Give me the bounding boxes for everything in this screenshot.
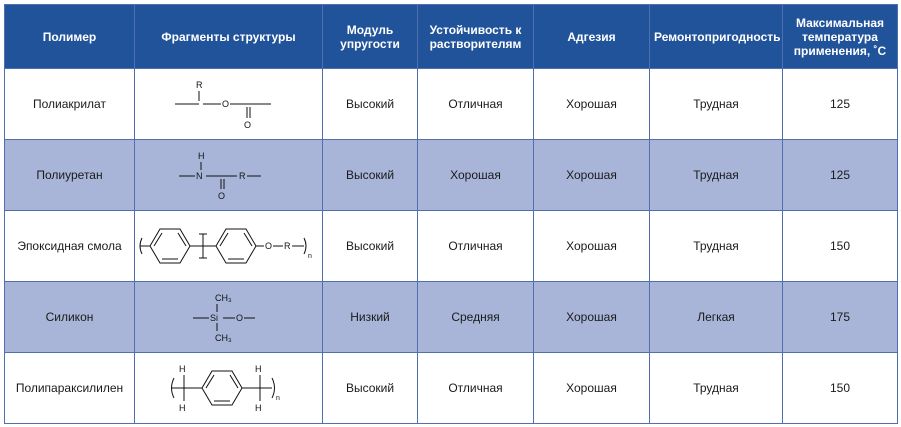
atom-o: O [235, 313, 243, 323]
epoxy-structure-icon [136, 216, 322, 276]
atom-n: N [195, 171, 202, 181]
cell-max-temperature: 150 [783, 353, 898, 424]
cell-modulus: Высокий [323, 140, 418, 211]
atom-r: R [283, 241, 290, 251]
cell-solvent-resistance: Отличная [418, 353, 534, 424]
cell-solvent-resistance: Отличная [418, 69, 534, 140]
atom-o-carbonyl: O [243, 120, 251, 130]
cell-modulus: Низкий [323, 282, 418, 353]
atom-h-right-top: H [254, 364, 261, 374]
cell-solvent-resistance: Средняя [418, 282, 534, 353]
cell-repairability: Трудная [650, 140, 783, 211]
cell-adhesion: Хорошая [534, 282, 650, 353]
polymer-comparison-table-wrapper [4, 4, 897, 424]
cell-repairability: Трудная [650, 69, 783, 140]
atom-r: R [238, 171, 245, 181]
cell-max-temperature: 125 [783, 140, 898, 211]
atom-h: H [197, 151, 204, 161]
repeat-index: n [275, 395, 280, 402]
repeat-index: n [307, 253, 312, 260]
parylene-structure-icon [164, 358, 294, 418]
header-adhesion: Адгезия [534, 5, 650, 69]
header-max-temperature: Максимальная температура применения, ˚С [783, 5, 898, 69]
atom-h-left-top: H [178, 364, 185, 374]
header-solvent-resistance: Устойчивость к растворителям [418, 5, 534, 69]
polymer-comparison-table [4, 4, 898, 424]
polyacrylate-structure-icon [169, 74, 289, 134]
cell-adhesion: Хорошая [534, 211, 650, 282]
table-header-row [5, 5, 898, 69]
atom-h-left-bottom: H [178, 403, 185, 413]
silicone-structure-icon [169, 287, 289, 347]
table-row [5, 211, 898, 282]
cell-modulus: Высокий [323, 353, 418, 424]
header-structure: Фрагменты структуры [135, 5, 323, 69]
methyl-top: CH₃ [214, 293, 232, 303]
cell-repairability: Трудная [650, 353, 783, 424]
cell-modulus: Высокий [323, 211, 418, 282]
polyurethane-structure-icon [169, 145, 289, 205]
atom-si: Si [209, 313, 218, 323]
cell-modulus: Высокий [323, 69, 418, 140]
table-row [5, 69, 898, 140]
atom-o: O [264, 241, 272, 251]
header-modulus: Модуль упругости [323, 5, 418, 69]
atom-o: O [221, 99, 229, 109]
cell-adhesion: Хорошая [534, 69, 650, 140]
atom-r: R [195, 80, 202, 90]
cell-max-temperature: 150 [783, 211, 898, 282]
cell-structure [135, 69, 323, 140]
cell-polymer-name: Полиуретан [5, 140, 135, 211]
cell-repairability: Трудная [650, 211, 783, 282]
cell-polymer-name: Силикон [5, 282, 135, 353]
cell-solvent-resistance: Хорошая [418, 140, 534, 211]
cell-adhesion: Хорошая [534, 140, 650, 211]
header-repairability: Ремонтопригодность [650, 5, 783, 69]
cell-polymer-name: Полиакрилат [5, 69, 135, 140]
cell-adhesion: Хорошая [534, 353, 650, 424]
cell-max-temperature: 125 [783, 69, 898, 140]
cell-structure [135, 211, 323, 282]
cell-repairability: Легкая [650, 282, 783, 353]
cell-polymer-name: Полипараксилилен [5, 353, 135, 424]
cell-structure [135, 140, 323, 211]
atom-h-right-bottom: H [254, 403, 261, 413]
cell-max-temperature: 175 [783, 282, 898, 353]
cell-structure [135, 282, 323, 353]
table-row [5, 353, 898, 424]
table-row [5, 282, 898, 353]
cell-structure [135, 353, 323, 424]
methyl-bottom: CH₃ [214, 333, 232, 343]
atom-o: O [217, 191, 225, 201]
table-row [5, 140, 898, 211]
cell-solvent-resistance: Отличная [418, 211, 534, 282]
header-polymer: Полимер [5, 5, 135, 69]
cell-polymer-name: Эпоксидная смола [5, 211, 135, 282]
